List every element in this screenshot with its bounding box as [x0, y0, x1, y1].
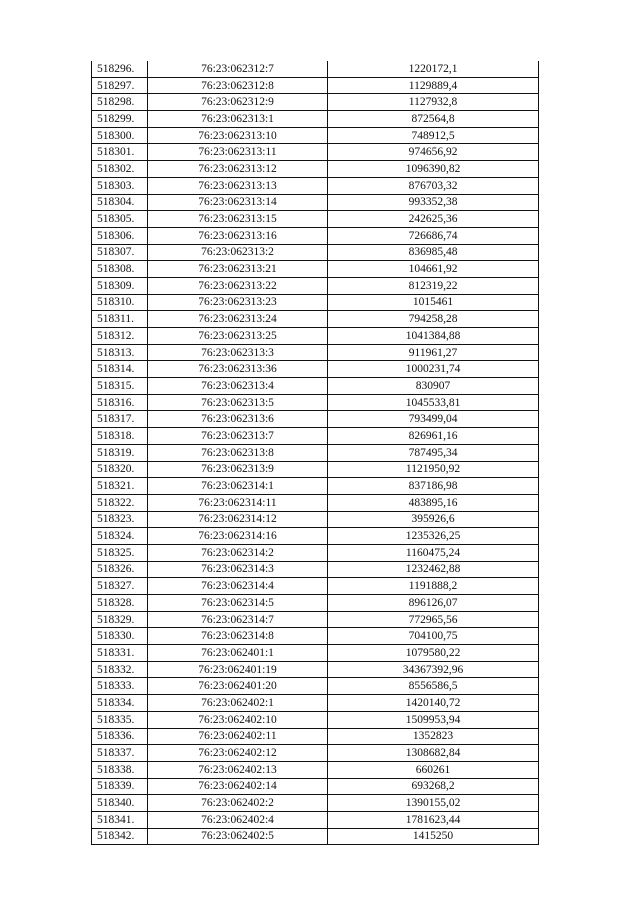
cadastral-value-cell: 483895,16 — [328, 494, 539, 511]
table-row — [92, 244, 539, 261]
row-number-cell: 518335. — [92, 711, 148, 728]
table-row — [92, 194, 539, 211]
row-number-cell: 518341. — [92, 811, 148, 828]
table-row — [92, 328, 539, 345]
cadastral-value-cell: 726686,74 — [328, 227, 539, 244]
cadastral-number-cell: 76:23:062314:4 — [148, 578, 328, 595]
table-row — [92, 177, 539, 194]
cadastral-number-cell: 76:23:062313:24 — [148, 311, 328, 328]
cadastral-value-cell: 876703,32 — [328, 177, 539, 194]
cadastral-number-cell: 76:23:062313:14 — [148, 194, 328, 211]
cadastral-value-cell: 1121950,92 — [328, 461, 539, 478]
row-number-cell: 518324. — [92, 528, 148, 545]
cadastral-value-cell: 704100,75 — [328, 628, 539, 645]
cadastral-value-cell: 660261 — [328, 761, 539, 778]
cadastral-value-table — [91, 61, 539, 845]
table-row — [92, 411, 539, 428]
row-number-cell: 518311. — [92, 311, 148, 328]
cadastral-value-cell: 1041384,88 — [328, 328, 539, 345]
row-number-cell: 518322. — [92, 494, 148, 511]
table-row — [92, 261, 539, 278]
table-row — [92, 561, 539, 578]
table-row — [92, 494, 539, 511]
cadastral-number-cell: 76:23:062314:16 — [148, 528, 328, 545]
cadastral-number-cell: 76:23:062313:7 — [148, 428, 328, 445]
cadastral-number-cell: 76:23:062313:16 — [148, 227, 328, 244]
table-row — [92, 478, 539, 495]
table-row — [92, 127, 539, 144]
row-number-cell: 518309. — [92, 277, 148, 294]
cadastral-number-cell: 76:23:062313:1 — [148, 111, 328, 128]
table-row — [92, 745, 539, 762]
cadastral-value-cell: 794258,28 — [328, 311, 539, 328]
table-row — [92, 645, 539, 662]
table-row — [92, 144, 539, 161]
table-row — [92, 211, 539, 228]
cadastral-number-cell: 76:23:062313:6 — [148, 411, 328, 428]
cadastral-value-cell: 1129889,4 — [328, 77, 539, 94]
cadastral-number-cell: 76:23:062313:13 — [148, 177, 328, 194]
cadastral-number-cell: 76:23:062313:2 — [148, 244, 328, 261]
cadastral-value-cell: 693268,2 — [328, 778, 539, 795]
table-row — [92, 628, 539, 645]
row-number-cell: 518329. — [92, 611, 148, 628]
cadastral-value-cell: 395926,6 — [328, 511, 539, 528]
cadastral-number-cell: 76:23:062401:1 — [148, 645, 328, 662]
cadastral-number-cell: 76:23:062312:9 — [148, 94, 328, 111]
cadastral-value-cell: 793499,04 — [328, 411, 539, 428]
row-number-cell: 518299. — [92, 111, 148, 128]
cadastral-number-cell: 76:23:062314:12 — [148, 511, 328, 528]
cadastral-number-cell: 76:23:062313:23 — [148, 294, 328, 311]
cadastral-value-cell: 1079580,22 — [328, 645, 539, 662]
cadastral-value-cell: 1232462,88 — [328, 561, 539, 578]
table-body — [92, 61, 539, 845]
table-row — [92, 378, 539, 395]
table-row — [92, 428, 539, 445]
cadastral-value-cell: 1000231,74 — [328, 361, 539, 378]
row-number-cell: 518306. — [92, 227, 148, 244]
table-row — [92, 828, 539, 845]
cadastral-value-cell: 1420140,72 — [328, 695, 539, 712]
cadastral-number-cell: 76:23:062401:20 — [148, 678, 328, 695]
row-number-cell: 518330. — [92, 628, 148, 645]
row-number-cell: 518310. — [92, 294, 148, 311]
cadastral-number-cell: 76:23:062313:9 — [148, 461, 328, 478]
cadastral-number-cell: 76:23:062313:10 — [148, 127, 328, 144]
cadastral-number-cell: 76:23:062313:8 — [148, 444, 328, 461]
row-number-cell: 518338. — [92, 761, 148, 778]
table-row — [92, 511, 539, 528]
cadastral-number-cell: 76:23:062313:22 — [148, 277, 328, 294]
table-row — [92, 294, 539, 311]
row-number-cell: 518333. — [92, 678, 148, 695]
table-row — [92, 661, 539, 678]
row-number-cell: 518296. — [92, 61, 148, 77]
table-row — [92, 778, 539, 795]
cadastral-value-cell: 1045533,81 — [328, 394, 539, 411]
cadastral-value-cell: 993352,38 — [328, 194, 539, 211]
row-number-cell: 518316. — [92, 394, 148, 411]
cadastral-number-cell: 76:23:062402:5 — [148, 828, 328, 845]
row-number-cell: 518300. — [92, 127, 148, 144]
table-row — [92, 728, 539, 745]
row-number-cell: 518336. — [92, 728, 148, 745]
cadastral-value-cell: 836985,48 — [328, 244, 539, 261]
cadastral-number-cell: 76:23:062402:4 — [148, 811, 328, 828]
cadastral-number-cell: 76:23:062313:11 — [148, 144, 328, 161]
cadastral-number-cell: 76:23:062401:19 — [148, 661, 328, 678]
row-number-cell: 518339. — [92, 778, 148, 795]
table-row — [92, 811, 539, 828]
cadastral-value-cell: 1220172,1 — [328, 61, 539, 77]
cadastral-value-cell: 242625,36 — [328, 211, 539, 228]
cadastral-value-cell: 748912,5 — [328, 127, 539, 144]
row-number-cell: 518337. — [92, 745, 148, 762]
row-number-cell: 518323. — [92, 511, 148, 528]
row-number-cell: 518326. — [92, 561, 148, 578]
cadastral-number-cell: 76:23:062313:21 — [148, 261, 328, 278]
cadastral-value-cell: 1160475,24 — [328, 544, 539, 561]
row-number-cell: 518319. — [92, 444, 148, 461]
table-row — [92, 227, 539, 244]
table-row — [92, 161, 539, 178]
cadastral-number-cell: 76:23:062312:8 — [148, 77, 328, 94]
cadastral-value-cell: 1308682,84 — [328, 745, 539, 762]
table-row — [92, 394, 539, 411]
table-row — [92, 361, 539, 378]
row-number-cell: 518314. — [92, 361, 148, 378]
cadastral-number-cell: 76:23:062314:3 — [148, 561, 328, 578]
row-number-cell: 518328. — [92, 595, 148, 612]
cadastral-value-cell: 1415250 — [328, 828, 539, 845]
table-row — [92, 544, 539, 561]
cadastral-value-cell: 34367392,96 — [328, 661, 539, 678]
cadastral-number-cell: 76:23:062314:5 — [148, 595, 328, 612]
cadastral-value-cell: 974656,92 — [328, 144, 539, 161]
cadastral-number-cell: 76:23:062314:1 — [148, 478, 328, 495]
cadastral-number-cell: 76:23:062314:2 — [148, 544, 328, 561]
row-number-cell: 518332. — [92, 661, 148, 678]
table-row — [92, 77, 539, 94]
table-row — [92, 111, 539, 128]
cadastral-value-cell: 830907 — [328, 378, 539, 395]
cadastral-number-cell: 76:23:062402:2 — [148, 795, 328, 812]
cadastral-value-cell: 872564,8 — [328, 111, 539, 128]
cadastral-value-cell: 812319,22 — [328, 277, 539, 294]
cadastral-number-cell: 76:23:062312:7 — [148, 61, 328, 77]
table-row — [92, 611, 539, 628]
row-number-cell: 518313. — [92, 344, 148, 361]
cadastral-number-cell: 76:23:062402:1 — [148, 695, 328, 712]
row-number-cell: 518321. — [92, 478, 148, 495]
row-number-cell: 518307. — [92, 244, 148, 261]
table-row — [92, 311, 539, 328]
cadastral-number-cell: 76:23:062313:36 — [148, 361, 328, 378]
table-row — [92, 695, 539, 712]
cadastral-value-cell: 1781623,44 — [328, 811, 539, 828]
cadastral-number-cell: 76:23:062314:8 — [148, 628, 328, 645]
table-row — [92, 578, 539, 595]
row-number-cell: 518342. — [92, 828, 148, 845]
cadastral-number-cell: 76:23:062313:3 — [148, 344, 328, 361]
row-number-cell: 518297. — [92, 77, 148, 94]
table-row — [92, 711, 539, 728]
row-number-cell: 518305. — [92, 211, 148, 228]
row-number-cell: 518298. — [92, 94, 148, 111]
cadastral-number-cell: 76:23:062313:4 — [148, 378, 328, 395]
cadastral-value-cell: 104661,92 — [328, 261, 539, 278]
cadastral-number-cell: 76:23:062313:15 — [148, 211, 328, 228]
cadastral-number-cell: 76:23:062313:5 — [148, 394, 328, 411]
row-number-cell: 518317. — [92, 411, 148, 428]
cadastral-number-cell: 76:23:062314:11 — [148, 494, 328, 511]
cadastral-number-cell: 76:23:062402:14 — [148, 778, 328, 795]
table-row — [92, 61, 539, 77]
table-row — [92, 444, 539, 461]
row-number-cell: 518301. — [92, 144, 148, 161]
cadastral-value-cell: 787495,34 — [328, 444, 539, 461]
cadastral-value-cell: 1191888,2 — [328, 578, 539, 595]
cadastral-number-cell: 76:23:062313:25 — [148, 328, 328, 345]
row-number-cell: 518315. — [92, 378, 148, 395]
row-number-cell: 518304. — [92, 194, 148, 211]
cadastral-value-cell: 911961,27 — [328, 344, 539, 361]
cadastral-value-cell: 896126,07 — [328, 595, 539, 612]
table-row — [92, 795, 539, 812]
cadastral-number-cell: 76:23:062402:11 — [148, 728, 328, 745]
cadastral-number-cell: 76:23:062313:12 — [148, 161, 328, 178]
cadastral-number-cell: 76:23:062402:12 — [148, 745, 328, 762]
table-row — [92, 461, 539, 478]
cadastral-value-cell: 1127932,8 — [328, 94, 539, 111]
cadastral-value-cell: 826961,16 — [328, 428, 539, 445]
cadastral-value-cell: 8556586,5 — [328, 678, 539, 695]
row-number-cell: 518312. — [92, 328, 148, 345]
cadastral-value-cell: 1015461 — [328, 294, 539, 311]
cadastral-number-cell: 76:23:062314:7 — [148, 611, 328, 628]
table-row — [92, 595, 539, 612]
cadastral-value-cell: 1235326,25 — [328, 528, 539, 545]
row-number-cell: 518340. — [92, 795, 148, 812]
cadastral-value-cell: 1352823 — [328, 728, 539, 745]
row-number-cell: 518325. — [92, 544, 148, 561]
row-number-cell: 518308. — [92, 261, 148, 278]
cadastral-number-cell: 76:23:062402:10 — [148, 711, 328, 728]
table-row — [92, 528, 539, 545]
table-row — [92, 761, 539, 778]
table-row — [92, 678, 539, 695]
row-number-cell: 518318. — [92, 428, 148, 445]
cadastral-value-cell: 772965,56 — [328, 611, 539, 628]
cadastral-value-cell: 837186,98 — [328, 478, 539, 495]
row-number-cell: 518327. — [92, 578, 148, 595]
row-number-cell: 518320. — [92, 461, 148, 478]
row-number-cell: 518302. — [92, 161, 148, 178]
table-row — [92, 277, 539, 294]
cadastral-number-cell: 76:23:062402:13 — [148, 761, 328, 778]
row-number-cell: 518334. — [92, 695, 148, 712]
cadastral-value-cell: 1390155,02 — [328, 795, 539, 812]
cadastral-value-cell: 1509953,94 — [328, 711, 539, 728]
cadastral-value-cell: 1096390,82 — [328, 161, 539, 178]
row-number-cell: 518303. — [92, 177, 148, 194]
table-row — [92, 94, 539, 111]
table-row — [92, 344, 539, 361]
row-number-cell: 518331. — [92, 645, 148, 662]
